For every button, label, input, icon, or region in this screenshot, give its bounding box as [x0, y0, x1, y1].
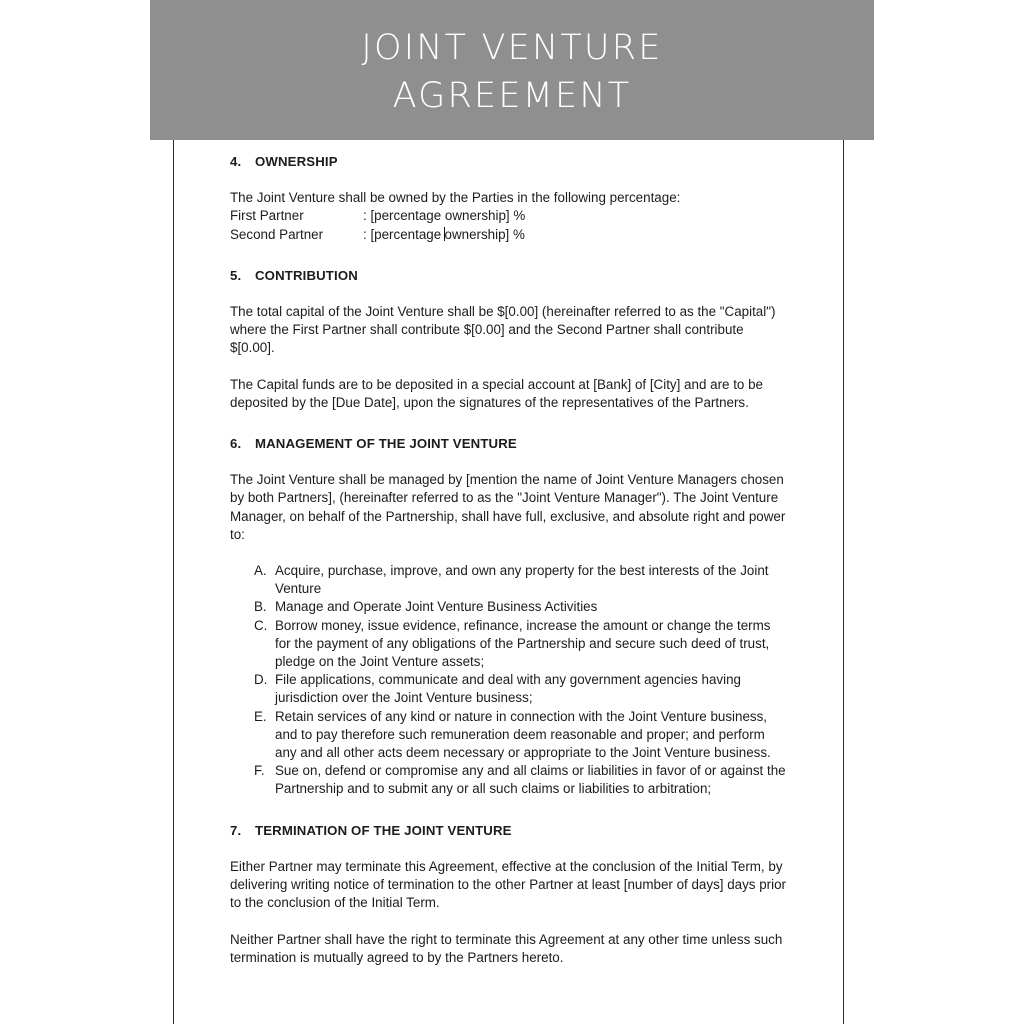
section-heading-ownership: [230, 153, 790, 171]
document-title-line-2: AGREEMENT: [392, 76, 632, 116]
section-number: 6.: [230, 436, 242, 452]
list-item: [230, 708, 790, 763]
list-item: [230, 598, 790, 616]
list-item-marker: F.: [254, 763, 265, 779]
section-heading-contribution: [230, 267, 790, 285]
ownership-intro-paragraph: The Joint Venture shall be owned by the Parties in the following percentage:: [230, 190, 681, 206]
management-paragraph-1: The Joint Venture shall be managed by [mention the name of Joint Venture Managers chosen by both Partners], (hereinafter referred to as the "Joint Venture Manager"). The Joint Venture Manager, on behalf of the Partnership, shall have full, exclusive, and absolute right and power to:: [230, 472, 786, 542]
second-partner-label: Second Partner: [230, 226, 324, 242]
list-item-marker: B.: [254, 599, 267, 615]
section-title: OWNERSHIP: [255, 154, 338, 169]
document-page: [173, 140, 844, 1024]
list-item-marker: A.: [254, 563, 267, 579]
section-heading-management: [230, 435, 790, 453]
second-partner-value-before-caret: : [percentage: [363, 226, 445, 242]
list-item-text: Manage and Operate Joint Venture Business Activities: [275, 599, 598, 615]
second-partner-value-after-caret: ownership] %: [444, 226, 525, 242]
list-item-text: Sue on, defend or compromise any and all claims or liabilities in favor of or against the Partnership and to submit any or all such claims or liabilities to arbitration;: [275, 763, 786, 797]
management-powers-list: [230, 562, 790, 799]
section-title: MANAGEMENT OF THE JOINT VENTURE: [255, 436, 517, 452]
contribution-paragraph-1: The total capital of the Joint Venture shall be $[0.00] (hereinafter referred to as the "Capital") where the First Partner shall contribute $[0.00] and the Second Partner shall contribute $[0.00].: [230, 304, 776, 356]
list-item: [230, 762, 790, 798]
document-title-banner: [150, 0, 874, 140]
contribution-paragraph-2: The Capital funds are to be deposited in a special account at [Bank] of [City] and are to be deposited by the [Due Date], upon the signatures of the representatives of the Partners.: [230, 376, 763, 410]
list-item: [230, 617, 790, 672]
list-item-text: Borrow money, issue evidence, refinance, increase the amount or change the terms for the payment of any obligations of the Partnership and secure such deed of trust, pledge on the Joint Venture assets;: [275, 617, 771, 670]
list-item: [230, 562, 790, 598]
first-partner-value: : [percentage ownership] %: [363, 208, 526, 224]
list-item-text: Retain services of any kind or nature in connection with the Joint Venture business, and to pay therefore such remuneration deem reasonable and proper; and perform any and all other acts deem necessary or appropriate to the Joint Venture business.: [275, 708, 771, 761]
list-item-marker: C.: [254, 617, 268, 633]
list-item: [230, 671, 790, 707]
section-title: CONTRIBUTION: [255, 267, 358, 283]
section-title: TERMINATION OF THE JOINT VENTURE: [255, 822, 512, 838]
section-number: 4.: [230, 154, 242, 169]
list-item-marker: E.: [254, 708, 267, 724]
termination-paragraph-1: Either Partner may terminate this Agreement, effective at the conclusion of the Initial Term, by delivering writing notice of termination to the other Partner at least [number of days] days prior to the conclusion of the Initial Term.: [230, 858, 786, 911]
document-body: [230, 153, 790, 967]
list-item-text: Acquire, purchase, improve, and own any property for the best interests of the Joint Venture: [275, 563, 769, 597]
list-item-text: File applications, communicate and deal with any government agencies having jurisdiction over the Joint Venture business;: [275, 672, 741, 706]
section-number: 5.: [230, 267, 242, 283]
section-number: 7.: [230, 822, 242, 838]
ownership-row-second-partner: [230, 226, 790, 244]
first-partner-label: First Partner: [230, 208, 304, 224]
list-item-marker: D.: [254, 672, 268, 688]
ownership-row-first-partner: [230, 207, 790, 225]
section-heading-termination: [230, 822, 790, 840]
second-partner-value: [363, 226, 790, 244]
termination-paragraph-2: Neither Partner shall have the right to terminate this Agreement at any other time unless such termination is mutually agreed to by the Partners hereto.: [230, 931, 783, 965]
document-title-line-1: JOINT VENTURE: [361, 28, 663, 68]
